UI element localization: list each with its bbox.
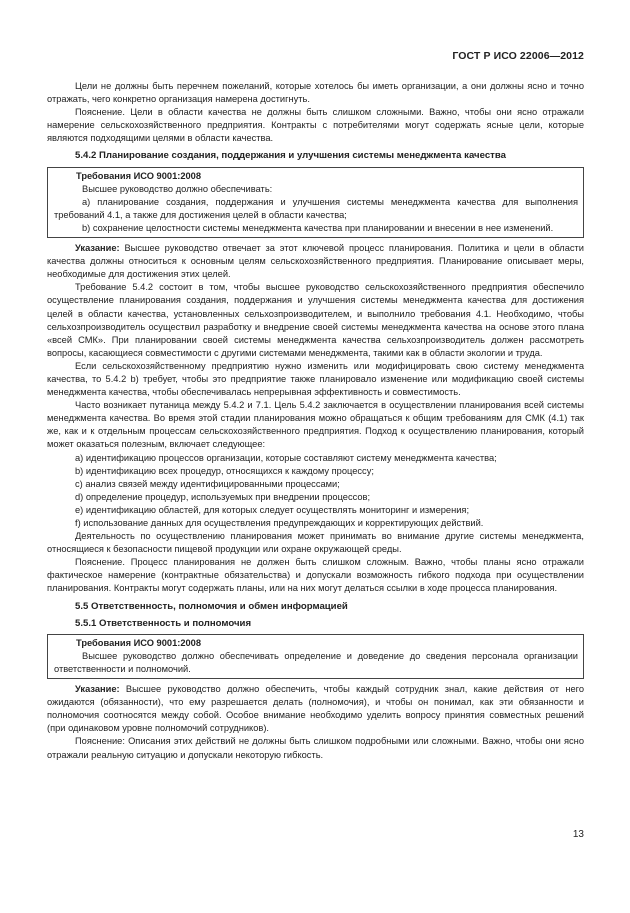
guidance-text: Высшее руководство отвечает за этот ключевой процесс планирования. Политика и цели в области качества должны относиться к основным целям сельскохозяйственного предприятия. Планирование описывает меры, необходимые для достижения этих целей.	[47, 243, 584, 280]
requirements-intro: Высшее руководство должно обеспечивать:	[82, 183, 273, 194]
guidance-paragraph	[47, 242, 584, 281]
list-item: d) определение процедур, используемых при внедрении процессов;	[75, 491, 371, 502]
requirements-box-5-4-2	[47, 167, 584, 238]
guidance-label: Указание:	[75, 243, 120, 254]
guidance-paragraph	[47, 683, 584, 735]
standard-header: ГОСТ Р ИСО 22006—2012	[452, 50, 584, 62]
paragraph: Пояснение. Процесс планирования не должен быть слишком сложным. Важно, чтобы планы ясно отражали фактическое намерение (контрактные обязательства) и допускали возможность гибкого подхода при осуществлении планирования. Контракты могут содержать планы, или на них могут делаться ссылки в ходе процесса планирования.	[47, 557, 584, 594]
paragraph: Пояснение. Цели в области качества не должны быть слишком сложными. Важно, чтобы они ясно отражали намерение сельскохозяйственного предприятия. Контракты с потребителями могут содержать ясные цели, которые являются подходящими целями в области качества.	[47, 107, 584, 144]
list-item: f) использование данных для осуществления предупреждающих и корректирующих действий.	[75, 518, 484, 528]
page-content	[47, 80, 584, 762]
list-item: а) идентификацию процессов организации, которые составляют систему менеджмента качества;	[75, 452, 497, 463]
paragraph: Требование 5.4.2 состоит в том, чтобы высшее руководство сельскохозяйственного предприятия обеспечило осуществление планирования создания, поддержания и улучшения системы менеджмента качества для достижения целей в области качества, установленных сельхозпроизводителем, и выполнило требования 4.1. Необходимо, чтобы сельхозпроизводитель осуществил разработку и внедрение своей системы менеджмента качества на основе этого плана «всей СМК». При планировании своей системы менеджмента качества сельхозпроизводитель должен рассмотреть вопросы, касающиеся совместимости с другими системами менеджмента, такими как в области экологии и труда.	[47, 282, 584, 358]
paragraph: Пояснение: Описания этих действий не должны быть слишком подробными или сложными. Важно, чтобы они ясно отражали реальную ситуацию и допускали некоторую гибкость.	[47, 736, 584, 760]
requirements-text: Высшее руководство должно обеспечивать определение и доведение до сведения персонала организации ответственности и полномочий.	[54, 650, 578, 674]
page-number: 13	[572, 829, 584, 840]
list-item: b) идентификацию всех процедур, относящихся к каждому процессу;	[75, 465, 374, 476]
requirements-item-a: а) планирование создания, поддержания и улучшения системы менеджмента качества для выполнения требований 4.1, а также для достижения целей в области качества;	[54, 196, 578, 220]
guidance-text: Высшее руководство должно обеспечить, чтобы каждый сотрудник знал, какие действия от него ожидаются (обязанности), что ему разрешается делать (полномочия), и чтобы он понимал, как эти обязанности и полномочия соотносятся между собой. Особое внимание необходимо уделить вопросу принятия совместных решений (при одинаковом уровне полномочий сотрудников).	[47, 684, 584, 734]
requirements-title: Требования ИСО 9001:2008	[76, 170, 202, 181]
paragraph: Часто возникает путаница между 5.4.2 и 7.1. Цель 5.4.2 заключается в осуществлении планирования всей системы менеджмента качества. Во время этой стадии планирования можно обращаться к общим требованиям для СМК (4.1) так же, как и к отдельным процессам сельскохозяйственного предприятия. Подход к осуществлению планирования, который может оказаться полезным, включает следующее:	[47, 400, 584, 450]
requirements-box-5-5-1	[47, 634, 584, 679]
paragraph: Цели не должны быть перечнем пожеланий, которые хотелось бы иметь организации, а они должны ясно и точно отражать, чего конкретно организация намерена достигнуть.	[47, 81, 584, 105]
requirements-item-b: b) сохранение целостности системы менеджмента качества при планировании и внесении в нее изменений.	[82, 222, 554, 233]
paragraph: Деятельность по осуществлению планирования может принимать во внимание другие системы менеджмента, относящиеся к безопасности пищевой продукции или охране окружающей среды.	[47, 531, 584, 555]
list-item: c) анализ связей между идентифицированными процессами;	[75, 478, 340, 489]
section-heading-5-4-2: 5.4.2 Планирование создания, поддержания и улучшения системы менеджмента качества	[75, 150, 506, 162]
section-heading-5-5-1: 5.5.1 Ответственность и полномочия	[75, 617, 252, 629]
guidance-label: Указание:	[75, 684, 120, 695]
list-item: e) идентификацию областей, для которых следует осуществлять мониторинг и измерения;	[75, 504, 470, 515]
section-heading-5-5: 5.5 Ответственность, полномочия и обмен информацией	[75, 600, 348, 612]
requirements-title: Требования ИСО 9001:2008	[76, 637, 202, 648]
paragraph: Если сельскохозяйственному предприятию нужно изменить или модифицировать свою систему менеджмента качества, то 5.4.2 b) требует, чтобы это предприятие также планировало изменение или модификацию своей системы менеджмента качества, чтобы обеспечивалась непрерывная эффективность и совместимость.	[47, 360, 584, 398]
